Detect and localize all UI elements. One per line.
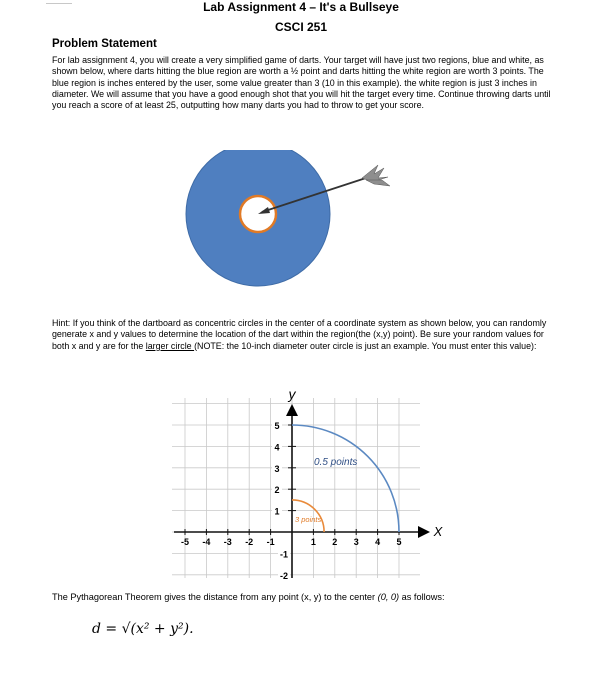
center-point: (0, 0) — [377, 592, 400, 602]
course-code: CSCI 251 — [274, 20, 328, 34]
distance-formula-text: d = √(x² + y²). — [92, 621, 194, 637]
y-tick-label: 2 — [274, 485, 280, 496]
coordinate-graph — [0, 380, 602, 580]
problem-statement: For lab assignment 4, you will create a very simplified game of darts. Your target will have just two regions, blue and white, as shown below, where darts hitting the blue region are worth a ½ point and darts hitting the white region are worth 3 points. The blue region is inches entered by the user, some value greater than 3 (10 in this example). the white region is just 3 inches in diameter. We will assume that you have a good enough shot that you will hit the target every time. Continue throwing darts until you reach a score of at least 25, outputting how many darts you had to throw to get your score. — [52, 55, 551, 111]
x-tick-label: -5 — [180, 537, 190, 547]
y-tick-label: -1 — [279, 549, 289, 560]
y-tick-label: 3 — [274, 463, 280, 474]
x-tick-label: 4 — [375, 537, 381, 547]
y-tick-label: 4 — [274, 442, 280, 453]
problem-heading: Problem Statement — [52, 38, 157, 50]
outer-region-label: 0.5 points — [314, 457, 358, 468]
dart-fletching — [362, 165, 390, 186]
hint-text-end: (NOTE: the 10-inch diameter outer circle is just an example. You must enter this value): — [194, 340, 537, 351]
x-tick-label: 1 — [310, 537, 316, 547]
pythagoras-sentence — [52, 592, 445, 602]
y-axis-label: y — [288, 386, 296, 402]
distance-formula — [92, 621, 194, 637]
document-title: Lab Assignment 4 – It's a Bullseye — [203, 0, 399, 14]
hint-underlined-text: larger circle — [145, 340, 195, 351]
inner-region-label: 3 points — [295, 515, 322, 524]
x-tick-label: 3 — [353, 537, 359, 547]
x-tick-label: -3 — [223, 537, 232, 547]
x-axis-arrow — [418, 526, 430, 538]
x-tick-label: -1 — [266, 537, 275, 547]
y-tick-label: 5 — [274, 421, 280, 431]
hint-text-start: Hint: If you think of the dartboard as concentric circles in the center of a coordinate system as shown below, you can randomly generate x and y values to determine the location of the dart within the region(the (x,y) point). Be sure your random values for both x and y are for the — [52, 318, 547, 351]
y-axis-arrow — [286, 404, 298, 416]
x-tick-label: -4 — [202, 537, 211, 547]
x-tick-label: -2 — [245, 537, 254, 547]
graph-tick-labels — [181, 386, 444, 580]
hint-paragraph — [52, 318, 552, 352]
x-tick-label: 2 — [332, 537, 338, 547]
x-tick-label: 5 — [396, 537, 402, 547]
y-tick-label: 1 — [274, 506, 280, 517]
pythagoras-text-start: The Pythagorean Theorem gives the distance from any point (x, y) to the center — [52, 592, 378, 602]
x-axis-label: X — [433, 524, 443, 539]
pythagoras-text-end: as follows: — [399, 592, 445, 602]
y-tick-label: -2 — [279, 570, 289, 580]
dartboard-illustration — [0, 150, 602, 300]
